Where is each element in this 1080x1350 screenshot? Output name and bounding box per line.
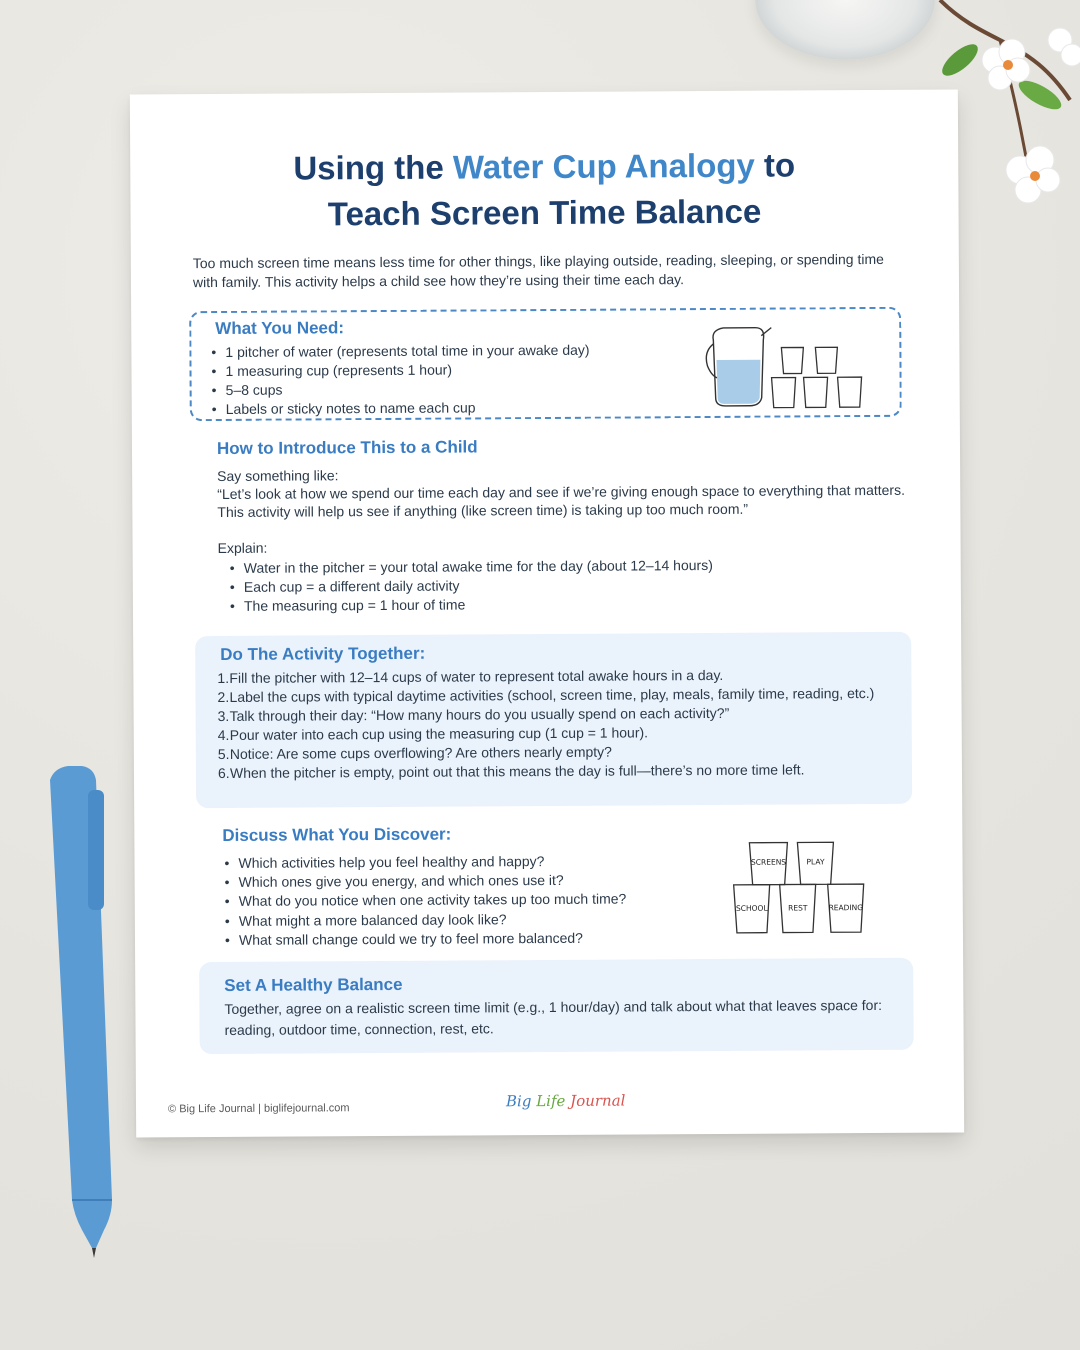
- healthy-balance-panel: [199, 958, 914, 1054]
- list-item: • Water in the pitcher = your total awake time for the day (about 12–14 hours): [228, 555, 918, 578]
- cup-label-school: SCHOOL: [735, 903, 768, 913]
- list-item: • The measuring cup = 1 hour of time: [228, 593, 918, 616]
- list-item: • 1 pitcher of water (represents total time in your awake day): [209, 340, 679, 362]
- discuss-list: [222, 851, 703, 950]
- page-title: [130, 141, 959, 238]
- cup-label-play: PLAY: [806, 857, 825, 867]
- explain-label: Explain:: [217, 539, 268, 557]
- what-you-need-box: [189, 307, 902, 421]
- labeled-cups-illustration: [727, 840, 878, 941]
- activity-heading: Do The Activity Together:: [220, 643, 426, 664]
- how-to-introduce-heading: How to Introduce This to a Child: [216, 437, 478, 459]
- cup-label-screens: SCREENS: [750, 857, 787, 867]
- intro-quote: “Let’s look at how we spend our time each day and see if we’re giving enough space to everything that matters. This activity will help us see if anything (like screen time) is taking up too much room.”: [217, 481, 906, 521]
- healthy-balance-text: Together, agree on a realistic screen time limit (e.g., 1 hour/day) and talk about what that leaves space for: reading, outdoor time, connection, rest, etc.: [224, 996, 883, 1038]
- title-line1-suffix: to: [754, 146, 796, 184]
- cup-label-reading: READING: [828, 903, 864, 913]
- title-highlight: Water Cup Analogy: [452, 146, 755, 186]
- healthy-balance-heading: Set A Healthy Balance: [224, 974, 403, 995]
- brand-logo: Big Life Journal: [505, 1091, 626, 1111]
- list-item: • Which ones give you energy, and which ones use it?: [223, 870, 703, 892]
- step-item: 6. When the pitcher is empty, point out that this means the day is full—there’s no more time left.: [217, 761, 805, 782]
- list-item: • What small change could we try to feel more balanced?: [223, 928, 703, 950]
- pitcher-and-cups-illustration: [703, 317, 874, 413]
- step-item: 2. Label the cups with typical daytime activities (school, screen time, play, meals, family time, reading, etc.): [217, 685, 875, 706]
- worksheet-page: [130, 89, 964, 1137]
- discuss-heading: Discuss What You Discover:: [222, 824, 452, 845]
- activity-panel: [195, 632, 912, 808]
- step-item: 5. Notice: Are some cups overflowing? Are others nearly empty?: [217, 743, 612, 763]
- list-item: • 5–8 cups: [210, 378, 680, 400]
- list-item: • What do you notice when one activity takes up too much time?: [223, 889, 703, 911]
- how-to-introduce-section: [217, 435, 918, 616]
- list-item: • Each cup = a different daily activity: [228, 574, 918, 597]
- title-line1-prefix: Using the: [293, 148, 454, 187]
- step-item: 4. Pour water into each cup using the measuring cup (1 cup = 1 hour).: [217, 724, 649, 744]
- step-item: 3. Talk through their day: “How many hours do you usually spend on each activity?”: [217, 704, 730, 725]
- discuss-section: [222, 822, 923, 956]
- what-you-need-list: [209, 340, 679, 419]
- explain-list: [228, 555, 918, 616]
- list-item: • Labels or sticky notes to name each cup: [210, 397, 680, 419]
- list-item: • What might a more balanced day look like?: [223, 909, 703, 931]
- copyright-footer: © Big Life Journal | biglifejournal.com: [167, 1102, 350, 1116]
- list-item: • 1 measuring cup (represents 1 hour): [209, 359, 679, 381]
- title-line2: Teach Screen Time Balance: [327, 192, 762, 233]
- step-item: 1. Fill the pitcher with 12–14 cups of water to represent total awake hours in a day.: [217, 666, 724, 687]
- list-item: • Which activities help you feel healthy and happy?: [222, 851, 702, 873]
- activity-steps: [217, 665, 898, 783]
- cup-label-rest: REST: [788, 903, 808, 913]
- what-you-need-heading: What You Need:: [215, 318, 345, 339]
- say-label: Say something like:: [217, 467, 339, 485]
- intro-paragraph: Too much screen time means less time for other things, like playing outside, reading, sleeping, or spending time with family. This activity helps a child see how they’re using their time each day.: [192, 250, 884, 291]
